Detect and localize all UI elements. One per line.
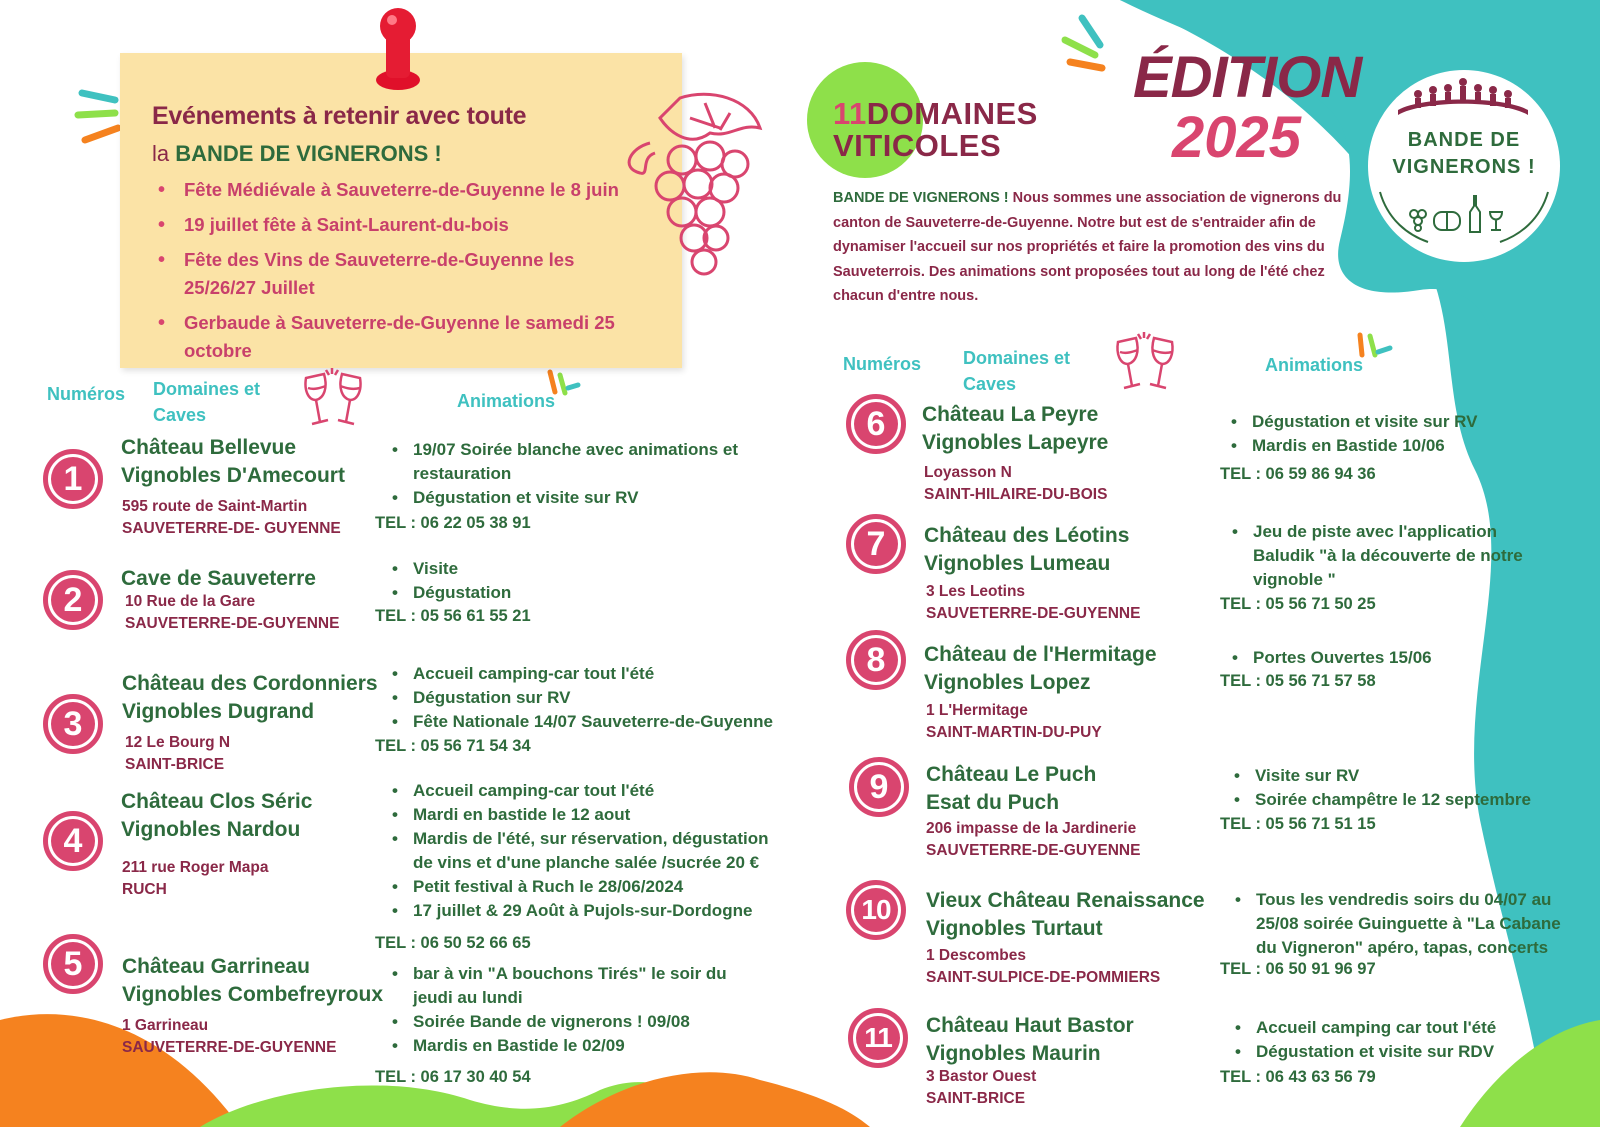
domain-name-line2: Vignobles Maurin [926,1042,1101,1065]
edition-label: ÉDITION [1133,45,1362,110]
domain-phone: TEL : 06 17 30 40 54 [375,1068,531,1086]
domain-number: 8 [854,638,898,682]
animation-item: • Accueil camping-car tout l'été [383,779,783,803]
domain-number-badge [43,811,103,871]
domain-number-badge [43,934,103,994]
domain-name-line2: Vignobles Nardou [121,818,301,841]
event-item: • 19 juillet fête à Saint-Laurent-du-bois [156,211,626,239]
header-domaines-line2: Caves [963,374,1017,394]
domain-number: 5 [51,942,95,986]
domain-address [926,700,1102,744]
domain-phone: TEL : 05 56 71 51 15 [1220,815,1376,833]
logo-people-icon [1393,70,1533,120]
animations-list [383,779,783,923]
animation-item: • Visite sur RV [1225,764,1565,788]
streaks-left-note [78,93,118,140]
domain-address-line1: Loyasson N [924,464,1012,481]
domain-address-line2: SAINT-BRICE [926,1090,1026,1107]
domain-number-badge [846,630,906,690]
wine-glasses-icon [1110,330,1182,400]
domain-address-line1: 1 Descombes [926,947,1026,964]
note-subtitle-la: la [152,141,170,166]
domain-address-line1: 206 impasse de la Jardinerie [926,820,1137,837]
animation-item: • Dégustation [383,581,763,605]
animations-list [383,662,803,734]
event-item: • Gerbaude à Sauveterre-de-Guyenne le samedi 25 octobre [156,309,626,365]
domain-name-line1: Château Le Puch [926,763,1097,786]
domain-number: 11 [856,1016,900,1060]
domain-phone: TEL : 06 22 05 38 91 [375,514,531,532]
domain-number-badge [846,514,906,574]
event-item: • Fête des Vins de Sauveterre-de-Guyenne les 25/26/27 Juillet [156,246,626,302]
animation-item: • Mardi en bastide le 12 aout [383,803,783,827]
animation-item: • Tous les vendredis soirs du 04/07 au 25/08 soirée Guinguette à "La Cabane du Vigneron" apéro, tapas, concerts [1226,888,1571,960]
header-domaines-line2: Caves [153,405,207,425]
domain-number: 10 [854,888,898,932]
header-domaines-line1: Domaines et [153,379,261,399]
animation-item: • Mardis en Bastide 10/06 [1222,434,1562,458]
animations-list [383,438,763,510]
domain-number: 4 [51,819,95,863]
domain-number: 3 [51,702,95,746]
animations-list [383,962,763,1058]
wine-glasses-icon [298,366,370,436]
domain-name-line1: Château de l'Hermitage [924,643,1157,666]
animation-item: • Dégustation et visite sur RDV [1226,1040,1556,1064]
animation-item: • Accueil camping-car tout l'été [383,662,803,686]
domain-address [924,462,1107,506]
domain-name-line1: Vieux Château Renaissance [926,889,1205,912]
domain-phone: TEL : 06 50 91 96 97 [1220,960,1376,978]
domain-name [924,522,1129,578]
domain-name-line1: Château Bellevue [121,436,297,459]
domain-address-line2: SAUVETERRE-DE-GUYENNE [125,615,340,632]
domain-phone: TEL : 05 56 71 54 34 [375,737,531,755]
domain-name [926,887,1205,943]
domain-address-line1: 3 Bastor Ouest [926,1068,1037,1085]
page-title-word: DOMAINES [866,96,1038,131]
domain-name [122,670,378,726]
domain-address [122,496,341,540]
animation-item: • 19/07 Soirée blanche avec animations et restauration [383,438,763,486]
domain-number-badge [849,757,909,817]
domain-name-line2: Vignobles Lumeau [924,552,1111,575]
domain-name [121,788,312,844]
domain-number-badge [846,880,906,940]
animation-item: • Soirée Bande de vignerons ! 09/08 [383,1010,763,1034]
domain-name [926,1012,1134,1068]
domain-address-line1: 3 Les Leotins [926,583,1026,600]
domain-number: 6 [854,402,898,446]
animations-list [1223,520,1553,592]
streaks-right-title [1065,18,1102,68]
domain-name-line2: Vignobles Turtaut [926,917,1103,940]
domain-phone: TEL : 05 56 71 50 25 [1220,595,1376,613]
header-domaines [963,345,1070,397]
domain-name-line1: Château Haut Bastor [926,1014,1134,1037]
domain-address-line2: SAUVETERRE-DE-GUYENNE [122,1039,337,1056]
animation-item: • Visite [383,557,763,581]
domain-phone: TEL : 06 50 52 66 65 [375,934,531,952]
page-title-number: 11 [833,96,867,131]
header-animations: Animations [457,391,556,411]
domain-phone: TEL : 06 59 86 94 36 [1220,465,1376,483]
header-domaines [153,376,260,428]
pushpin-icon [368,4,428,94]
page-title-line1 [833,98,1038,130]
domain-number: 1 [51,457,95,501]
domain-number-badge [848,1008,908,1068]
domain-address [125,591,339,635]
domain-name [121,565,316,593]
domain-address [122,857,268,901]
animations-list [1225,764,1565,812]
domain-name [924,641,1157,697]
domain-name-line1: Cave de Sauveterre [121,567,316,590]
domain-address-line1: 1 Garrineau [122,1017,209,1034]
animations-list [383,557,763,605]
animation-item: • Portes Ouvertes 15/06 [1223,646,1553,670]
logo-text-line2: VIGNERONS ! [1392,156,1536,178]
domain-address [122,1015,336,1059]
domain-address [926,1066,1036,1110]
note-title: Evénements à retenir avec toute [152,102,527,130]
animation-item: • 17 juillet & 29 Août à Pujols-sur-Dordogne [383,899,783,923]
orange-wave-mid [560,1072,870,1127]
domain-address-line2: SAINT-SULPICE-DE-POMMIERS [926,969,1161,986]
domain-name [926,761,1096,817]
domain-name [121,434,345,490]
domain-name-line2: Esat du Puch [926,791,1060,814]
edition-year: 2025 [1172,105,1302,170]
logo-text-line1: BANDE DE [1407,129,1521,151]
note-subtitle [152,141,442,167]
header-numeros: Numéros [47,384,126,404]
domain-address-line1: 211 rue Roger Mapa [122,859,269,876]
animations-list [1226,888,1571,960]
domain-address-line1: 1 L'Hermitage [926,702,1028,719]
animations-list [1226,1016,1556,1064]
domain-phone: TEL : 05 56 61 55 21 [375,607,531,625]
domain-address [125,732,230,776]
domain-number: 7 [854,522,898,566]
domain-name-line1: Château des Léotins [924,524,1130,547]
domain-number-badge [43,694,103,754]
logo-text [1368,127,1560,181]
domain-number-badge [43,449,103,509]
animation-item: • Petit festival à Ruch le 28/06/2024 [383,875,783,899]
logo-wine-icons [1378,190,1550,250]
domain-phone: TEL : 06 43 63 56 79 [1220,1068,1376,1086]
header-animations: Animations [1265,355,1364,375]
grapes-icon [620,88,770,298]
domain-address-line2: SAUVETERRE-DE-GUYENNE [926,842,1141,859]
domain-name-line1: Château Clos Séric [121,790,313,813]
domain-address [926,945,1160,989]
event-item: • Fête Médiévale à Sauveterre-de-Guyenne le 8 juin [156,176,626,204]
domain-name-line2: Vignobles Dugrand [122,700,315,723]
animation-item: • Dégustation et visite sur RV [383,486,763,510]
header-numeros: Numéros [843,354,922,374]
domain-address-line2: SAINT-HILAIRE-DU-BOIS [924,486,1108,503]
page-title-line2: VITICOLES [833,128,1002,163]
animation-item: • Mardis de l'été, sur réservation, dégustation de vins et d'une planche salée /sucrée 20 € [383,827,783,875]
domain-address-line2: SAINT-MARTIN-DU-PUY [926,724,1102,741]
domain-name-line2: Vignobles Lopez [924,671,1091,694]
domain-name-line2: Vignobles Combefreyroux [122,983,384,1006]
animation-item: • Accueil camping car tout l'été [1226,1016,1556,1040]
intro-text: Nous sommes une association de vignerons du canton de Sauveterre-de-Guyenne. Notre but est de s'entraider afin de dynamiser l'accueil sur nos propriétés et faire la promotion des vins du Sauveterrois. Des animations sont proposées tout au long de l'été chez chacun d'entre nous. [833,190,1342,304]
animation-item: • Fête Nationale 14/07 Sauveterre-de-Guyenne [383,710,803,734]
animation-item: • Jeu de piste avec l'application Baludik "à la découverte de notre vignoble " [1223,520,1553,592]
domain-name-line1: Château des Cordonniers [122,672,378,695]
domain-name-line2: Vignobles D'Amecourt [121,464,345,487]
domain-address-line2: SAUVETERRE-DE-GUYENNE [926,605,1141,622]
animation-item: • Dégustation et visite sur RV [1222,410,1562,434]
events-list [156,176,626,372]
domain-address-line2: SAUVETERRE-DE- GUYENNE [122,520,341,537]
streaks-animations-right [1360,335,1390,355]
domain-name-line1: Château Garrineau [122,955,310,978]
domain-name-line2: Vignobles Lapeyre [922,431,1109,454]
animations-list [1222,410,1562,458]
domain-address-line1: 12 Le Bourg N [125,734,231,751]
domain-address-line2: SAINT-BRICE [125,756,225,773]
page-title [833,98,1038,162]
domain-number-badge [846,394,906,454]
domain-address-line2: RUCH [122,881,167,898]
header-domaines-line1: Domaines et [963,348,1071,368]
domain-address-line1: 10 Rue de la Gare [125,593,256,610]
domain-number-badge [43,570,103,630]
domain-name [122,953,383,1009]
domain-address-line1: 595 route de Saint-Martin [122,498,308,515]
intro-brand: BANDE DE VIGNERONS ! [833,190,1009,206]
animation-item: • bar à vin "A bouchons Tirés" le soir du jeudi au lundi [383,962,763,1010]
domain-name-line1: Château La Peyre [922,403,1099,426]
domain-address [926,581,1140,625]
domain-address [926,818,1140,862]
domain-name [922,401,1108,457]
animation-item: • Soirée champêtre le 12 septembre [1225,788,1565,812]
animation-item: • Dégustation sur RV [383,686,803,710]
domain-number: 2 [51,578,95,622]
domain-number: 9 [857,765,901,809]
intro-paragraph [833,186,1358,309]
note-subtitle-brand: BANDE DE VIGNERONS ! [175,141,442,166]
animations-list [1223,646,1553,670]
animation-item: • Mardis en Bastide le 02/09 [383,1034,763,1058]
domain-phone: TEL : 05 56 71 57 58 [1220,672,1376,690]
